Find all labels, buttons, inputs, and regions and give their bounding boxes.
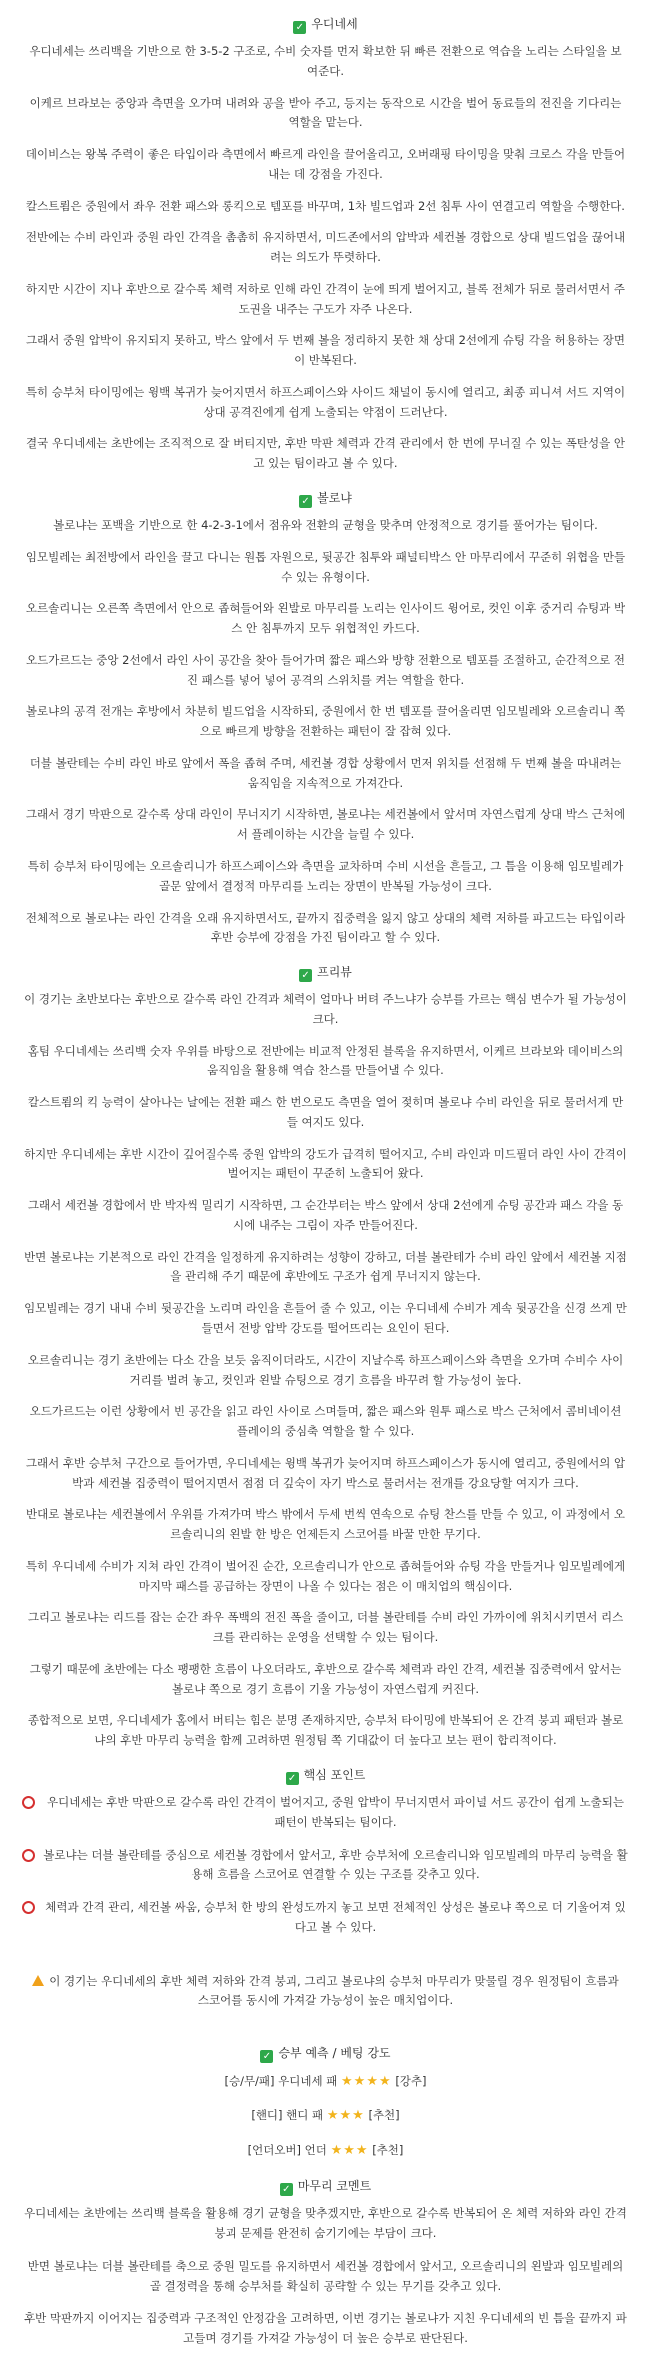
paragraph: 임모빌레는 최전방에서 라인을 끌고 다니는 원톱 자원으로, 뒷공간 침투와 패널티박스 안 마무리에서 꾸준히 위협을 만들 수 있는 유형이다. xyxy=(25,549,626,584)
paragraph: 그래서 후반 승부처 구간으로 들어가면, 우디네세는 윙백 복귀가 늦어지며 하프스페이스가 동시에 열리고, 중원에서의 압박과 세컨볼 집중력이 떨어지면서 점점 더 깊숙이 자기 박스로 물러서는 전개를 강요당할 여지가 크다. xyxy=(25,1455,626,1490)
paragraph: 전반에는 수비 라인과 중원 라인 간격을 촘촘히 유지하면서, 미드존에서의 압박과 세컨볼 경합으로 상대 빌드업을 끊어내려는 의도가 뚜렷하다. xyxy=(25,230,626,265)
check-icon: ✓ xyxy=(293,21,306,34)
section-prediction xyxy=(16,2045,635,2162)
prediction-row xyxy=(16,2071,635,2093)
paragraph: 하지만 우디네세는 후반 시간이 깊어질수록 중원 압박의 강도가 급격히 떨어지고, 수비 라인과 미드필더 라인 사이 간격이 벌어지는 패턴이 꾸준히 노출되어 왔다. xyxy=(24,1146,627,1181)
paragraph: 반대로 볼로냐는 세컨볼에서 우위를 가져가며 박스 밖에서 두세 번씩 연속으로 슈팅 찬스를 만들 수 있고, 이 과정에서 오르솔리니의 왼발 한 방은 언제든지 스코어를 바꿀 만한 무기다. xyxy=(25,1507,626,1542)
red-circle-icon xyxy=(22,1796,35,1809)
section-heading-preview: ✓ 프리뷰 xyxy=(16,964,635,982)
prediction-label: [핸디] 핸디 패 xyxy=(251,2108,324,2123)
warning-icon xyxy=(32,1975,44,1986)
prediction-label: [승/무/패] 우디네세 패 xyxy=(224,2074,338,2089)
key-point-text: 볼로냐는 더블 볼란테를 중심으로 세컨볼 경합에서 앞서고, 후반 승부처에 오르솔리니와 임모빌레의 마무리 능력을 활용해 흐름을 스코어로 연결할 수 있는 구조를 갖추고 있다. xyxy=(43,1847,628,1882)
key-point-text: 체력과 간격 관리, 세컨볼 싸움, 승부처 한 방의 완성도까지 놓고 보면 전체적인 상성은 볼로냐 쪽으로 더 기울어져 있다고 볼 수 있다. xyxy=(45,1900,626,1934)
check-icon: ✓ xyxy=(280,2183,293,2196)
section-udinese xyxy=(16,16,635,474)
red-circle-icon xyxy=(22,1901,35,1914)
section-heading-bologna: ✓ 볼로냐 xyxy=(16,490,635,508)
paragraph: 칼스트룀의 킥 능력이 살아나는 날에는 전환 패스 한 번으로도 측면을 열어 젖히며 볼로냐 수비 라인을 뒤로 물러서게 만들 여지도 있다. xyxy=(27,1095,624,1129)
key-point-text: 우디네세는 후반 막판으로 갈수록 라인 간격이 벌어지고, 중원 압박이 무너지면서 파이널 서드 공간이 쉽게 노출되는 패턴이 반복되는 팀이다. xyxy=(47,1795,624,1829)
section-closing xyxy=(16,2178,635,2349)
prediction-tag: [강추] xyxy=(395,2074,427,2089)
section-key-points xyxy=(16,1767,635,1938)
prediction-row xyxy=(16,2105,635,2127)
paragraph: 오르솔리니는 오른쪽 측면에서 안으로 좁혀들어와 왼발로 마무리를 노리는 인사이드 윙어로, 컷인 이후 중거리 슈팅과 박스 안 침투까지 모두 위협적인 카드다. xyxy=(25,601,626,636)
paragraph: 특히 우디네세 수비가 지쳐 라인 간격이 벌어진 순간, 오르솔리니가 안으로 좁혀들어와 슈팅 각을 만들거나 임모빌레에게 마지막 패스를 공급하는 장면이 나올 수 있다는 점은 이 매치업의 핵심이다. xyxy=(25,1558,626,1593)
section-heading-prediction: ✓ 승부 예측 / 베팅 강도 xyxy=(16,2045,635,2063)
check-icon: ✓ xyxy=(299,969,312,982)
paragraph: 오드가르드는 이런 상황에서 빈 공간을 읽고 라인 사이로 스며들며, 짧은 패스와 원투 패스로 박스 근처에서 콤비네이션 플레이의 중심축 역할을 할 수 있다. xyxy=(29,1404,622,1439)
paragraph: 반면 볼로냐는 기본적으로 라인 간격을 일정하게 유지하려는 성향이 강하고, 더블 볼란테가 수비 라인 앞에서 세컨볼 지점을 관리해 주기 때문에 후반에도 구조가 쉽게 무너지지 않는다. xyxy=(24,1249,627,1284)
star-rating-icon: ★★★★ xyxy=(341,2074,392,2090)
paragraph: 그래서 세컨볼 경합에서 반 박자씩 밀리기 시작하면, 그 순간부터는 박스 앞에서 상대 2선에게 슈팅 공간과 패스 각을 동시에 내주는 그림이 자주 만들어진다. xyxy=(27,1198,624,1232)
list-item xyxy=(22,1793,629,1833)
star-rating-icon: ★★★ xyxy=(326,2108,365,2124)
check-icon: ✓ xyxy=(260,2050,273,2063)
paragraph: 그리고 볼로냐는 리드를 잡는 순간 좌우 폭백의 전진 폭을 줄이고, 더블 볼란테를 수비 라인 가까이에 위치시키면서 리스크를 관리하는 운영을 선택할 수 있는 팀이다. xyxy=(27,1610,624,1645)
paragraph: 임모빌레는 경기 내내 수비 뒷공간을 노리며 라인을 흔들어 줄 수 있고, 이는 우디네세 수비가 계속 뒷공간을 신경 쓰게 만들면서 전방 압박 강도를 떨어뜨리는 요인이 된다. xyxy=(24,1301,627,1335)
paragraph: 그래서 경기 막판으로 갈수록 상대 라인이 무너지기 시작하면, 볼로냐는 세컨볼에서 앞서며 자연스럽게 상대 박스 근처에서 플레이하는 시간을 늘릴 수 있다. xyxy=(25,807,626,842)
paragraph: 볼로냐의 공격 전개는 후방에서 차분히 빌드업을 시작하되, 중원에서 한 번 템포를 끌어올리면 임모빌레와 오르솔리니 쪽으로 빠르게 방향을 전환하는 패턴이 잘 잡혀 있다. xyxy=(25,704,626,739)
section-heading-closing: ✓ 마무리 코멘트 xyxy=(16,2178,635,2196)
list-item xyxy=(22,1898,629,1938)
paragraph: 특히 승부처 타이밍에는 윙백 복귀가 늦어지면서 하프스페이스와 사이드 채널이 동시에 열리고, 최종 피니셔 서드 지역이 상대 공격진에게 쉽게 노출되는 약점이 드러난다. xyxy=(25,384,626,419)
paragraph: 오드가르드는 중앙 2선에서 라인 사이 공간을 찾아 들어가며 짧은 패스와 방향 전환으로 템포를 조절하고, 순간적으로 전진 패스를 넣어 넣어 공격의 스위치를 켜는 역할을 한다. xyxy=(25,652,626,687)
section-heading-udinese: ✓ 우디네세 xyxy=(16,16,635,34)
section-heading-key-points: ✓ 핵심 포인트 xyxy=(16,1767,635,1785)
paragraph: 종합적으로 보면, 우디네세가 홈에서 버티는 힘은 분명 존재하지만, 승부처 타이밍에 반복되어 온 간격 붕괴 패턴과 볼로냐의 후반 마무리 능력을 함께 고려하면 원정팀 쪽 기대값이 더 높다고 보는 편이 합리적이다. xyxy=(27,1713,624,1748)
article-body xyxy=(0,16,651,2368)
paragraph: 이 경기는 초반보다는 후반으로 갈수록 라인 간격과 체력이 얼마나 버텨 주느냐가 승부를 가르는 핵심 변수가 될 가능성이 크다. xyxy=(24,992,627,1026)
paragraph: 결국 우디네세는 초반에는 조직적으로 잘 버티지만, 후반 막판 체력과 간격 관리에서 한 번에 무너질 수 있는 폭탄성을 안고 있는 팀이라고 볼 수 있다. xyxy=(25,436,626,471)
paragraph: 우디네세는 초반에는 쓰리백 블록을 활용해 경기 균형을 맞추겠지만, 후반으로 갈수록 반복되어 온 체력 저하와 라인 간격 붕괴 문제를 완전히 숨기기에는 부담이 크다. xyxy=(24,2206,627,2240)
warning-text: 이 경기는 우디네세의 후반 체력 저하와 간격 붕괴, 그리고 볼로냐의 승부처 마무리가 맞물릴 경우 원정팀이 흐름과 스코어를 동시에 가져갈 가능성이 높은 매치업이다. xyxy=(49,1973,619,2008)
red-circle-icon xyxy=(22,1849,35,1862)
section-bologna xyxy=(16,490,635,948)
paragraph: 볼로냐는 포백을 기반으로 한 4-2-3-1에서 점유와 전환의 균형을 맞추며 안정적으로 경기를 풀어가는 팀이다. xyxy=(53,518,598,533)
prediction-row xyxy=(16,2140,635,2162)
paragraph: 그렇기 때문에 초반에는 다소 팽팽한 흐름이 나오더라도, 후반으로 갈수록 체력과 라인 간격, 세컨볼 집중력에서 앞서는 볼로냐 쪽으로 경기 흐름이 기울 가능성이 자연스럽게 커진다. xyxy=(29,1661,622,1696)
paragraph: 이케르 브라보는 중앙과 측면을 오가며 내려와 공을 받아 주고, 등지는 동작으로 시간을 벌어 동료들의 전진을 기다리는 역할을 맡는다. xyxy=(29,95,622,130)
paragraph: 후반 막판까지 이어지는 집중력과 구조적인 안정감을 고려하면, 이번 경기는 볼로냐가 지친 우디네세의 빈 틈을 끝까지 파고들며 경기를 가져갈 가능성이 더 높은 승부로 판단된다. xyxy=(24,2311,627,2346)
warning-note xyxy=(26,1972,625,2012)
prediction-tag: [추천] xyxy=(368,2108,400,2123)
paragraph: 전체적으로 볼로냐는 라인 간격을 오래 유지하면서도, 끝까지 집중력을 잃지 않고 상대의 체력 저하를 파고드는 타입이라 후반 승부에 강점을 가진 팀이라고 할 수 있다. xyxy=(25,910,626,945)
paragraph: 칼스트룀은 중원에서 좌우 전환 패스와 롱킥으로 템포를 바꾸며, 1차 빌드업과 2선 침투 사이 연결고리 역할을 수행한다. xyxy=(26,198,625,213)
star-rating-icon: ★★★ xyxy=(330,2142,369,2158)
paragraph: 반면 볼로냐는 더블 볼란테를 축으로 중원 밀도를 유지하면서 세컨볼 경합에서 앞서고, 오르솔리니의 왼발과 임모빌레의 골 결정력을 통해 승부처를 확실히 공략할 수 있는 무기를 갖추고 있다. xyxy=(27,2258,624,2293)
paragraph: 우디네세는 쓰리백을 기반으로 한 3-5-2 구조로, 수비 숫자를 먼저 확보한 뒤 빠른 전환으로 역습을 노리는 스타일을 보여준다. xyxy=(29,44,622,78)
prediction-tag: [추천] xyxy=(372,2142,404,2157)
section-preview xyxy=(16,964,635,1751)
check-icon: ✓ xyxy=(299,495,312,508)
paragraph: 오르솔리니는 경기 초반에는 다소 간을 보듯 움직이더라도, 시간이 지날수록 하프스페이스와 측면을 오가며 수비수 사이 거리를 벌려 놓고, 컷인과 왼발 슈팅으로 경기 흐름을 바꾸려 할 가능성이 높다. xyxy=(27,1352,624,1387)
paragraph: 하지만 시간이 지나 후반으로 갈수록 체력 저하로 인해 라인 간격이 눈에 띄게 벌어지고, 블록 전체가 뒤로 물러서면서 주도권을 내주는 구도가 자주 나온다. xyxy=(25,281,626,316)
paragraph: 더블 볼란테는 수비 라인 바로 앞에서 폭을 좁혀 주며, 세컨볼 경합 상황에서 먼저 위치를 선점해 두 번째 볼을 따내려는 움직임을 지속적으로 가져간다. xyxy=(29,755,622,790)
paragraph: 특히 승부처 타이밍에는 오르솔리니가 하프스페이스와 측면을 교차하며 수비 시선을 흔들고, 그 틈을 이용해 임모빌레가 골문 앞에서 결정적 마무리를 노리는 장면이 반복될 가능성이 크다. xyxy=(27,858,624,893)
list-item xyxy=(22,1846,629,1886)
paragraph: 데이비스는 왕복 주력이 좋은 타입이라 측면에서 빠르게 라인을 끌어올리고, 오버래핑 타이밍을 맞춰 크로스 각을 만들어내는 데 강점을 가진다. xyxy=(25,147,626,181)
check-icon: ✓ xyxy=(286,1772,299,1785)
prediction-label: [언더오버] 언더 xyxy=(247,2142,327,2157)
paragraph: 홈팀 우디네세는 쓰리백 숫자 우위를 바탕으로 전반에는 비교적 안정된 블록을 유지하면서, 이케르 브라보와 데이비스의 움직임을 활용해 역습 찬스를 만들어낼 수 있다. xyxy=(27,1043,624,1078)
paragraph: 그래서 중원 압박이 유지되지 못하고, 박스 앞에서 두 번째 볼을 정리하지 못한 채 상대 2선에게 슈팅 각을 허용하는 장면이 반복된다. xyxy=(26,333,625,368)
